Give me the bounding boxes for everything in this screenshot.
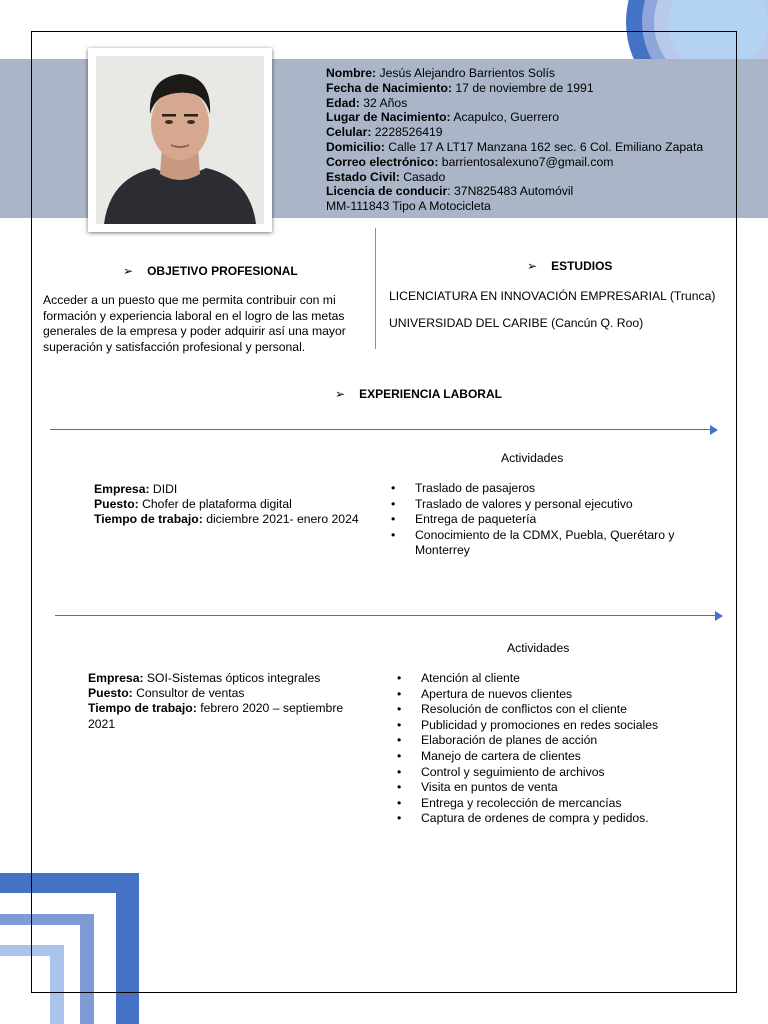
activities-title: Actividades	[501, 451, 564, 465]
section-arrow-line	[50, 425, 718, 435]
list-item: • Manejo de cartera de clientes	[397, 749, 697, 765]
list-item: • Control y seguimiento de archivos	[397, 765, 697, 781]
license-row: Licencia de conducir: 37N825483 Automóvil	[326, 184, 574, 199]
activities-list-soi	[397, 671, 697, 827]
profile-photo	[88, 48, 272, 232]
position-row: Puesto: Chofer de plataforma digital	[94, 497, 292, 512]
list-item: • Entrega y recolección de mercancías	[397, 796, 697, 812]
column-divider	[375, 228, 376, 349]
company-row: Empresa: DIDI	[94, 482, 178, 496]
arrow-bullet-icon: ➢	[123, 264, 134, 278]
age-row: Edad: 32 Años	[326, 95, 408, 110]
job-details-soi	[88, 671, 370, 732]
studies-degree: LICENCIATURA EN INNOVACIÓN EMPRESARIAL (Trunca)	[389, 289, 716, 303]
list-item: • Visita en puntos de venta	[397, 780, 697, 796]
address-row: Domicilio: Calle 17 A LT17 Manzana 162 sec. 6 Col. Emiliano Zapata	[326, 139, 704, 154]
experience-heading: ➢ EXPERIENCIA LABORAL	[335, 387, 502, 401]
studies-heading: ➢ ESTUDIOS	[527, 259, 613, 273]
objective-heading: ➢ OBJETIVO PROFESIONAL	[123, 264, 298, 278]
list-item: • Traslado de pasajeros	[391, 481, 691, 497]
license-row-2: MM-111843 Tipo A Motocicleta	[326, 199, 491, 214]
email-row: Correo electrónico: barrientosalexuno7@gmail.com	[326, 154, 614, 169]
birth-place-row: Lugar de Nacimiento: Acapulco, Guerrero	[326, 110, 559, 125]
birth-date-row: Fecha de Nacimiento: 17 de noviembre de 1991	[326, 80, 594, 95]
objective-text: Acceder a un puesto que me permita contribuir con mi formación y experiencia laboral en el logro de las metas generales de la empresa y poder adquirir así una mayor superación y satisfacción profesional y personal.	[43, 293, 346, 354]
arrow-bullet-icon: ➢	[335, 387, 346, 401]
list-item: • Atención al cliente	[397, 671, 697, 687]
list-item: • Traslado de valores y personal ejecutivo	[391, 497, 691, 513]
personal-info	[326, 66, 746, 214]
list-item: • Elaboración de planes de acción	[397, 733, 697, 749]
list-item: • Captura de ordenes de compra y pedidos.	[397, 811, 697, 827]
list-item: • Apertura de nuevos clientes	[397, 687, 697, 703]
list-item: • Resolución de conflictos con el cliente	[397, 702, 697, 718]
list-item: • Publicidad y promociones en redes sociales	[397, 718, 697, 734]
time-row: Tiempo de trabajo: febrero 2020 – septiembre 2021	[88, 701, 344, 731]
section-arrow-line	[55, 611, 723, 621]
job-details-didi	[94, 482, 374, 528]
list-item: • Conocimiento de la CDMX, Puebla, Querétaro y Monterrey	[391, 528, 691, 559]
civil-status-row: Estado Civil: Casado	[326, 169, 446, 184]
phone-row: Celular: 2228526419	[326, 125, 443, 140]
arrow-bullet-icon: ➢	[527, 259, 538, 273]
activities-title: Actividades	[507, 641, 570, 655]
studies-university: UNIVERSIDAD DEL CARIBE (Cancún Q. Roo)	[389, 316, 644, 330]
position-row: Puesto: Consultor de ventas	[88, 686, 245, 701]
list-item: • Entrega de paquetería	[391, 512, 691, 528]
activities-list-didi	[391, 481, 691, 559]
time-row: Tiempo de trabajo: diciembre 2021- enero 2024	[94, 512, 359, 527]
company-row: Empresa: SOI-Sistemas ópticos integrales	[88, 671, 321, 685]
name-row: Nombre: Jesús Alejandro Barrientos Solís	[326, 66, 555, 80]
